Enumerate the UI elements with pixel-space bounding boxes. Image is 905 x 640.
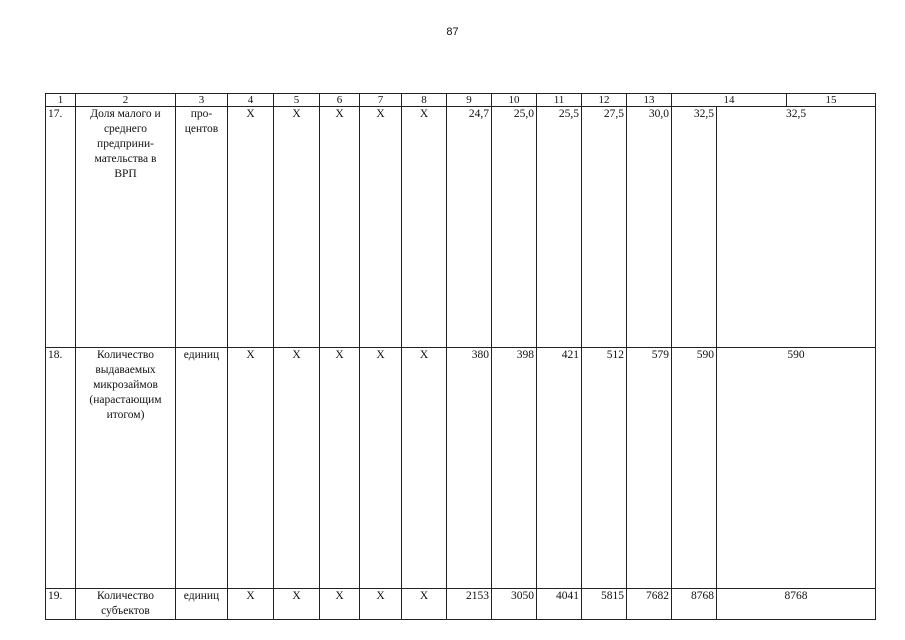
header-cell-8: 8 xyxy=(402,94,447,107)
x-cell: X xyxy=(360,348,402,589)
unit-cell xyxy=(176,348,228,589)
unit-cell xyxy=(176,107,228,348)
header-cell-15: 15 xyxy=(787,94,876,107)
value-cell: 2153 xyxy=(447,589,492,620)
header-cell-12: 12 xyxy=(582,94,627,107)
header-cell-4: 4 xyxy=(228,94,274,107)
cell-line: про- xyxy=(190,108,213,120)
cell-line: субъектов xyxy=(101,605,150,617)
header-cell-7: 7 xyxy=(360,94,402,107)
value-cell: 3050 xyxy=(492,589,537,620)
unit-cell xyxy=(176,589,228,620)
value-cell: 590 xyxy=(717,348,876,589)
header-cell-3: 3 xyxy=(176,94,228,107)
x-cell: X xyxy=(274,589,320,620)
x-cell: X xyxy=(274,107,320,348)
x-cell: X xyxy=(402,348,447,589)
x-cell: X xyxy=(228,589,274,620)
x-cell: X xyxy=(360,107,402,348)
header-cell-5: 5 xyxy=(274,94,320,107)
cell-line: среднего xyxy=(103,123,148,135)
cell-line: единиц xyxy=(183,590,220,602)
cell-line: Доля малого и xyxy=(90,108,161,120)
row-number: 17. xyxy=(46,107,76,348)
cell-line: (нарастающим xyxy=(89,394,162,406)
value-cell: 8768 xyxy=(672,589,717,620)
value-cell: 4041 xyxy=(537,589,582,620)
value-cell: 30,0 xyxy=(627,107,672,348)
row-number: 19. xyxy=(46,589,76,620)
value-cell: 24,7 xyxy=(447,107,492,348)
x-cell: X xyxy=(402,107,447,348)
cell-line: ВРП xyxy=(114,168,137,180)
cell-line: мательства в xyxy=(94,153,157,165)
cell-line: единиц xyxy=(183,349,220,361)
x-cell: X xyxy=(228,107,274,348)
cell-line: центов xyxy=(184,123,219,135)
value-cell: 380 xyxy=(447,348,492,589)
header-cell-11: 11 xyxy=(537,94,582,107)
indicator-name xyxy=(76,589,176,620)
value-cell: 421 xyxy=(537,348,582,589)
header-cell-6: 6 xyxy=(320,94,360,107)
header-row xyxy=(46,94,876,107)
value-cell: 5815 xyxy=(582,589,627,620)
x-cell: X xyxy=(274,348,320,589)
cell-line: предприни- xyxy=(97,138,154,150)
cell-line: Количество xyxy=(97,590,154,602)
value-cell: 32,5 xyxy=(717,107,876,348)
x-cell: X xyxy=(320,348,360,589)
value-cell: 7682 xyxy=(627,589,672,620)
value-cell: 25,5 xyxy=(537,107,582,348)
table-row xyxy=(46,348,876,589)
value-cell: 579 xyxy=(627,348,672,589)
header-cell-10: 10 xyxy=(492,94,537,107)
x-cell: X xyxy=(402,589,447,620)
header-cell-1: 1 xyxy=(46,94,76,107)
table-row xyxy=(46,107,876,348)
row-number: 18. xyxy=(46,348,76,589)
value-cell: 590 xyxy=(672,348,717,589)
value-cell: 398 xyxy=(492,348,537,589)
indicators-table xyxy=(45,93,876,620)
header-cell-13: 13 xyxy=(627,94,672,107)
header-cell-14: 14 xyxy=(672,94,787,107)
cell-line: Количество xyxy=(97,349,154,361)
value-cell: 32,5 xyxy=(672,107,717,348)
indicator-name xyxy=(76,107,176,348)
indicator-name xyxy=(76,348,176,589)
x-cell: X xyxy=(228,348,274,589)
value-cell: 27,5 xyxy=(582,107,627,348)
x-cell: X xyxy=(320,589,360,620)
value-cell: 8768 xyxy=(717,589,876,620)
cell-line: итогом) xyxy=(106,409,145,421)
value-cell: 512 xyxy=(582,348,627,589)
cell-line: выдаваемых xyxy=(95,364,156,376)
header-cell-2: 2 xyxy=(76,94,176,107)
x-cell: X xyxy=(360,589,402,620)
value-cell: 25,0 xyxy=(492,107,537,348)
x-cell: X xyxy=(320,107,360,348)
table-row xyxy=(46,589,876,620)
header-cell-9: 9 xyxy=(447,94,492,107)
page-number: 87 xyxy=(446,26,459,38)
cell-line: микрозаймов xyxy=(93,379,158,391)
